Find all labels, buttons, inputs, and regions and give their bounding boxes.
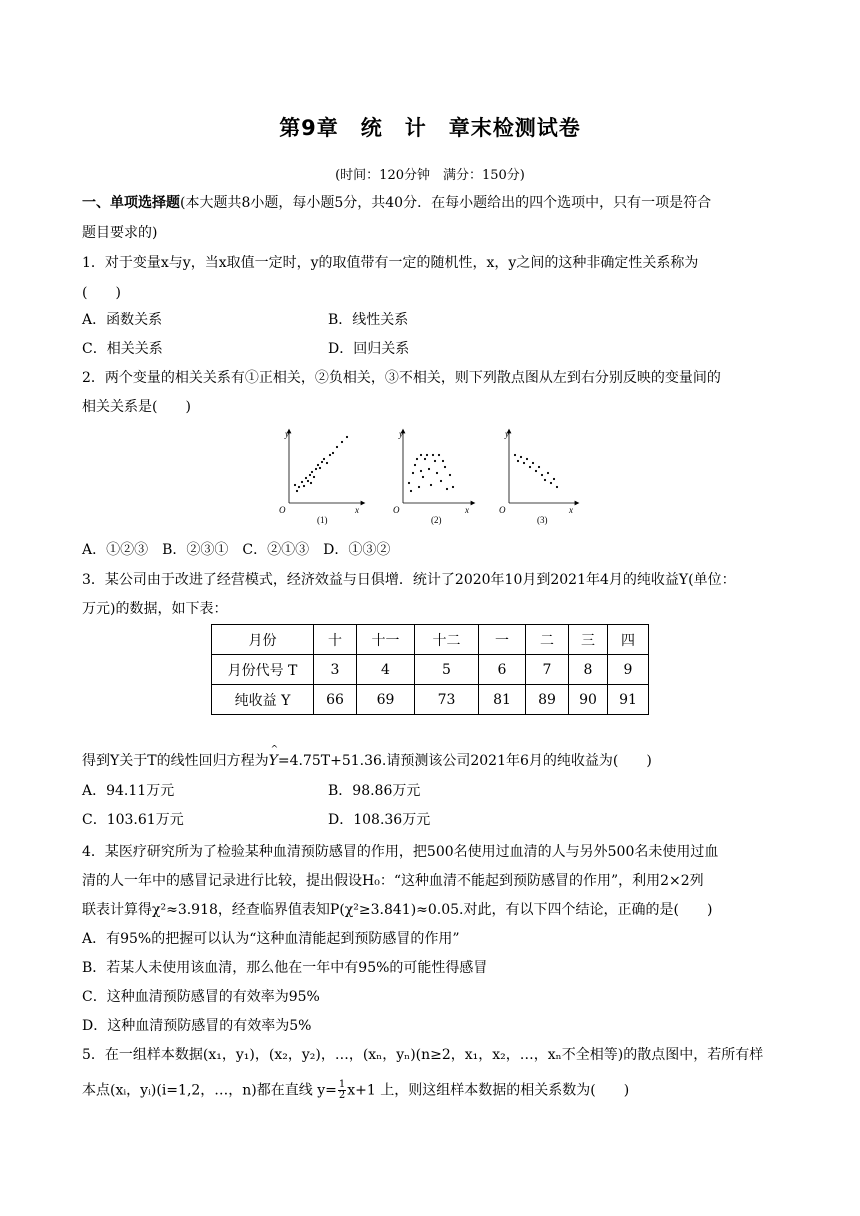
q5-stem-cont: 本点(xᵢ，yᵢ)(i=1,2，…，n)都在直线 y= xyxy=(82,1082,337,1099)
table-row xyxy=(212,625,649,655)
section-description-cont: 题目要求的) xyxy=(82,225,158,241)
table-cell: 月份 xyxy=(212,625,314,655)
plot2-x-axis-label: x xyxy=(465,505,469,515)
q3-stem-regression: 得到Y关于T的线性回归方程为 xyxy=(82,753,269,769)
q1-stem: 1．对于变量x与y，当x取值一定时，y的取值带有一定的随机性，x，y之间的这种非确定性关系称为 xyxy=(82,255,699,271)
fraction-denominator: 2 xyxy=(338,1090,346,1101)
q2-options: A．①②③ B．②③① C．②①③ D．①③② xyxy=(82,542,391,558)
section-heading: 一、单项选择题 xyxy=(82,195,180,211)
q4-stem: 4．某医疗研究所为了检验某种血清预防感冒的作用，把500名使用过血清的人与另外500名未使用过血 xyxy=(82,844,719,860)
fraction-one-half xyxy=(338,1080,346,1101)
table-cell: 90 xyxy=(569,685,608,715)
table-cell: 8 xyxy=(569,655,608,685)
table-cell: 89 xyxy=(526,685,569,715)
scatter-plot-2 xyxy=(393,429,473,525)
q3-option-c: C．103.61万元 xyxy=(82,812,184,828)
page-title: 第9章 统 计 章末检测试卷 xyxy=(279,116,581,140)
scatter-plots-figure xyxy=(275,425,585,530)
fraction-numerator: 1 xyxy=(338,1079,346,1090)
q1-stem-cont: ( ) xyxy=(82,285,121,301)
q4-stem-cont: 清的人一年中的感冒记录进行比较，提出假设H₀：“这种血清不能起到预防感冒的作用”，利用2×2列 xyxy=(82,873,704,889)
scatter-plot-3 xyxy=(499,429,577,525)
q3-stem-cont: 万元)的数据，如下表： xyxy=(82,601,228,617)
table-cell: 十一 xyxy=(357,625,415,655)
exam-meta: (时间：120分钟 满分：150分) xyxy=(335,168,525,183)
q1-option-c: C．相关关系 xyxy=(82,341,163,357)
q1-option-a: A．函数关系 xyxy=(82,312,163,328)
q3-regression-line xyxy=(82,751,652,771)
q4-option-b: B．若某人未使用该血清，那么他在一年中有95%的可能性得感冒 xyxy=(82,960,488,976)
q3-stem-regression-cont: =4.75T+51.36.请预测该公司2021年6月的纯收益为( ) xyxy=(277,753,652,769)
table-cell: 6 xyxy=(479,655,526,685)
table-cell: 73 xyxy=(415,685,479,715)
q3-option-b: B．98.86万元 xyxy=(328,783,421,799)
table-cell: 91 xyxy=(608,685,649,715)
section-heading-line xyxy=(82,193,711,213)
table-cell: 一 xyxy=(479,625,526,655)
table-cell: 3 xyxy=(314,655,357,685)
plot3-origin-label: O xyxy=(499,505,506,515)
table-cell: 7 xyxy=(526,655,569,685)
y-hat-symbol: ^ Y xyxy=(269,751,278,771)
q4-option-a: A．有95%的把握可以认为“这种血清能起到预防感冒的作用” xyxy=(82,931,460,947)
q5-stem-line2 xyxy=(82,1080,629,1101)
table-cell: 66 xyxy=(314,685,357,715)
q4-option-d: D．这种血清预防感冒的有效率为5% xyxy=(82,1018,312,1034)
plot1-x-axis-label: x xyxy=(355,505,359,515)
table-row xyxy=(212,655,649,685)
q4-stem-cont2: 联表计算得χ²≈3.918，经查临界值表知P(χ²≥3.841)≈0.05.对此，有以下四个结论，正确的是( ) xyxy=(82,902,713,918)
q5-stem: 5．在一组样本数据(x₁，y₁)，(x₂，y₂)，…，(xₙ，yₙ)(n≥2，x₁，x₂，…，xₙ不全相等)的散点图中，若所有样 xyxy=(82,1047,764,1063)
plot1-origin-label: O xyxy=(279,505,286,515)
plot2-origin-label: O xyxy=(393,505,400,515)
q3-stem: 3．某公司由于改进了经营模式，经济效益与日俱增．统计了2020年10月到2021年4月的纯收益Y(单位： xyxy=(82,572,736,588)
plot2-y-axis-label: y xyxy=(399,429,403,439)
q5-stem-cont2: x+1 上，则这组样本数据的相关系数为( ) xyxy=(347,1082,630,1099)
table-cell: 十 xyxy=(314,625,357,655)
table-cell: 69 xyxy=(357,685,415,715)
q1-option-b: B．线性关系 xyxy=(328,312,409,328)
table-cell: 四 xyxy=(608,625,649,655)
table-cell: 纯收益 Y xyxy=(212,685,314,715)
q4-option-c: C．这种血清预防感冒的有效率为95% xyxy=(82,989,320,1005)
plot1-caption: (1) xyxy=(317,515,328,525)
q3-option-a: A．94.11万元 xyxy=(82,783,175,799)
table-cell: 9 xyxy=(608,655,649,685)
table-cell: 4 xyxy=(357,655,415,685)
scatter-plot-1 xyxy=(279,429,363,525)
table-row xyxy=(212,685,649,715)
table-cell: 月份代号 T xyxy=(212,655,314,685)
q3-data-table xyxy=(211,624,649,715)
table-cell: 二 xyxy=(526,625,569,655)
plot3-x-axis-label: x xyxy=(569,505,573,515)
q2-stem-cont: 相关关系是( ) xyxy=(82,399,191,415)
section-description: (本大题共8小题，每小题5分，共40分．在每小题给出的四个选项中，只有一项是符合 xyxy=(180,195,712,211)
table-cell: 三 xyxy=(569,625,608,655)
table-cell: 81 xyxy=(479,685,526,715)
q2-stem: 2．两个变量的相关关系有①正相关，②负相关，③不相关，则下列散点图从左到右分别反映的变量间的 xyxy=(82,370,721,386)
table-cell: 5 xyxy=(415,655,479,685)
q3-option-d: D．108.36万元 xyxy=(328,812,431,828)
plot3-caption: (3) xyxy=(537,515,548,525)
table-cell: 十二 xyxy=(415,625,479,655)
plot1-y-axis-label: y xyxy=(285,429,289,439)
plot3-y-axis-label: y xyxy=(505,429,509,439)
q1-option-d: D．回归关系 xyxy=(328,341,410,357)
plot2-caption: (2) xyxy=(431,515,442,525)
